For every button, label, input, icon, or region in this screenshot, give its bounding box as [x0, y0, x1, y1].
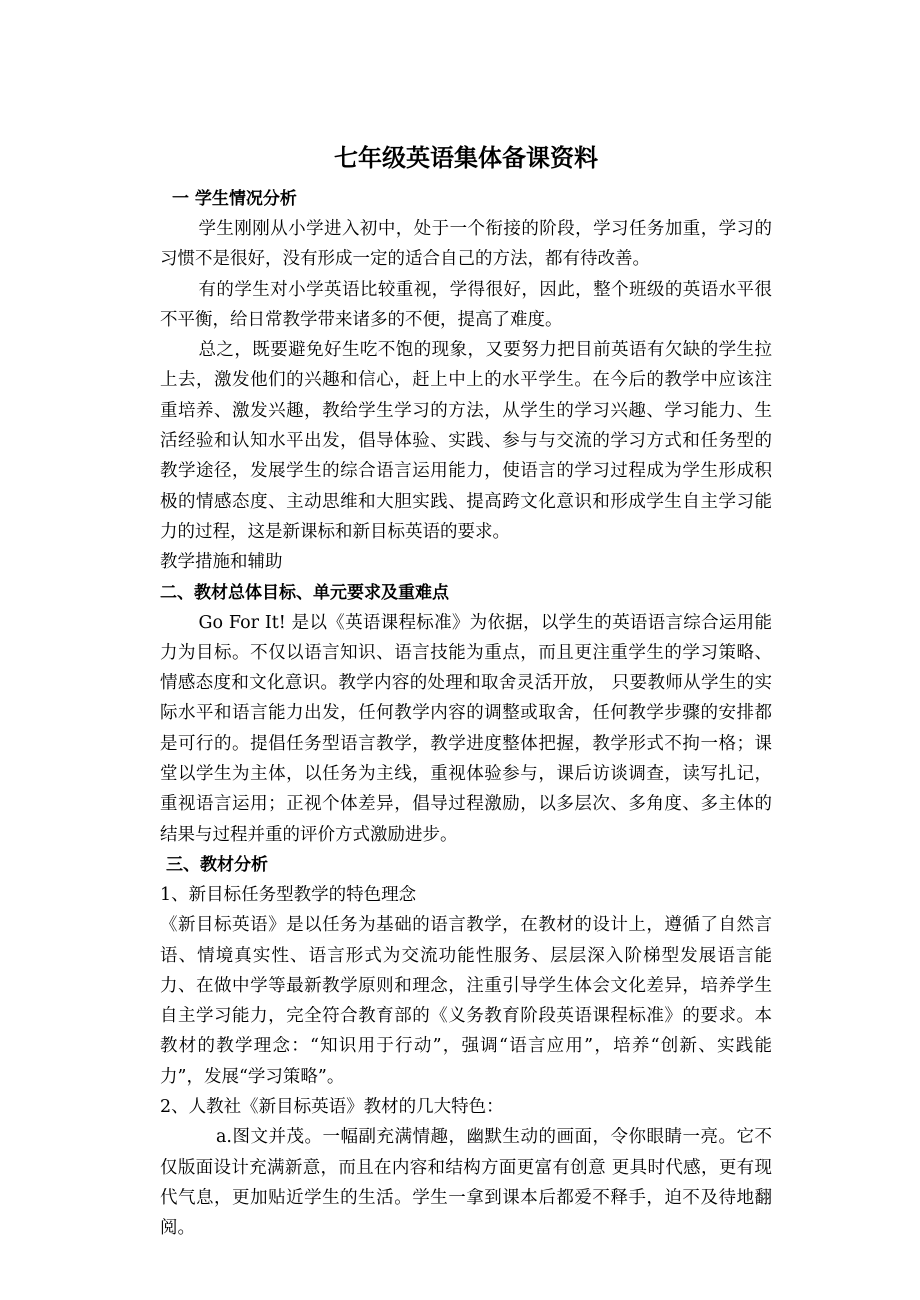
document-page	[160, 138, 772, 1244]
paragraph: 学生刚刚从小学进入初中，处于一个衔接的阶段，学习任务加重，学习的习惯不是很好，没有形成一定的适合自己的方法，都有待改善。	[160, 219, 772, 270]
document-title: 七年级英语集体备课资料	[334, 144, 598, 172]
paragraph: Go For It! 是以《英语课程标准》为依据，以学生的英语语言综合运用能力为目标。不仅以语言知识、语言技能为重点，而且更注重学生的学习策略、情感态度和文化意识。教学内容的处理和取舍灵活开放， 只要教师从学生的实际水平和语言能力出发，任何教学内容的调整或取舍，任何教学步骤的安排都是可行的。提倡任务型语言教学，教学进度整体把握，教学形式不拘一格；课堂以学生为主体，以任务为主线，重视体验参与，课后访谈调查，读写扎记，重视语言运用；正视个体差异，倡导过程激励，以多层次、多角度、多主体的结果与过程并重的评价方式激励进步。	[160, 612, 772, 845]
paragraph: 2、人教社《新目标英语》教材的几大特色：	[160, 1097, 504, 1118]
section-heading-textbook-goals: 二、教材总体目标、单元要求及重难点	[160, 582, 449, 603]
paragraph: 有的学生对小学英语比较重视，学得很好，因此，整个班级的英语水平很不平衡，给日常教学带来诸多的不便，提高了难度。	[160, 279, 772, 330]
paragraph: 教学措施和辅助	[160, 552, 283, 573]
paragraph: 总之，既要避免好生吃不饱的现象，又要努力把目前英语有欠缺的学生拉上去，激发他们的兴趣和信心，赶上中上的水平学生。在今后的教学中应该注重培养、激发兴趣，教给学生学习的方法，从学生的学习兴趣、学习能力、生活经验和认知水平出发，倡导体验、实践、参与与交流的学习方式和任务型的教学途径，发展学生的综合语言运用能力，使语言的学习过程成为学生形成积极的情感态度、主动思维和大胆实践、提高跨文化意识和形成学生自主学习能力的过程，这是新课标和新目标英语的要求。	[160, 340, 772, 542]
paragraph: 1、新目标任务型教学的特色理念	[160, 884, 417, 905]
section-heading-textbook-analysis: 三、教材分析	[166, 854, 268, 875]
section-heading-student-analysis: 一 学生情况分析	[172, 189, 297, 209]
paragraph: 《新目标英语》是以任务为基础的语言教学，在教材的设计上，遵循了自然言语、情境真实性、语言形式为交流功能性服务、层层深入阶梯型发展语言能力、在做中学等最新教学原则和理念，注重引导学生体会文化差异，培养学生自主学习能力，完全符合教育部的《义务教育阶段英语课程标准》的要求。本教材的教学理念：“知识用于行动”，强调“语言应用”，培养“创新、实践能力”，发展“学习策略”。	[160, 915, 772, 1087]
paragraph: a.图文并茂。一幅副充满情趣，幽默生动的画面，令你眼睛一亮。它不仅版面设计充满新意，而且在内容和结构方面更富有创意 更具时代感，更有现代气息，更加贴近学生的生活。学生一拿到课本后都爱不释手，迫不及待地翻阅。	[160, 1127, 772, 1239]
